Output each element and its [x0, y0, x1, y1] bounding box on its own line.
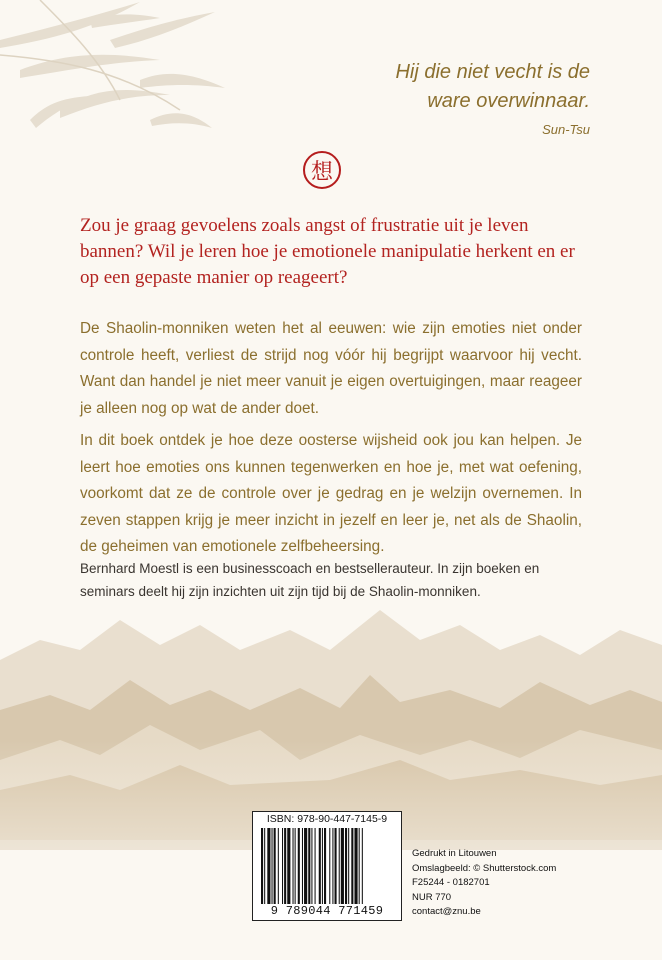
print-info-line: F25244 - 0182701	[412, 877, 490, 888]
barcode-bar	[267, 828, 270, 904]
barcode-bar	[341, 828, 344, 904]
barcode-bar	[308, 828, 310, 904]
body-paragraph-2: In dit boek ontdek je hoe deze oosterse wijsheid ook jou kan helpen. Je leert hoe emoties ons kunnen tegenwerken en hoe je, met wat oefening, voorkomt dat ze de controle over je gedrag en je welzijn overnemen. In zeven stappen krijg je meer inzicht in jezelf en leer je, net als de Shaolin, de geheimen van emotionele zelfbeheersing.	[80, 432, 582, 555]
author-bio-text: is een businesscoach en bestsellerauteur. In zijn boeken en seminars deelt hij zijn inzichten uit zijn tijd bij de Shaolin-monniken.	[80, 561, 540, 599]
barcode-bar	[284, 828, 286, 904]
barcode-bar	[335, 828, 337, 904]
barcode-bars	[259, 828, 395, 904]
barcode-bar	[264, 828, 265, 904]
barcode-bar	[304, 828, 307, 904]
ean-number: 9 789044 771459	[270, 904, 384, 918]
print-info-line: Gedrukt in Litouwen	[412, 848, 497, 859]
barcode-bar	[298, 828, 300, 904]
barcode-bar	[324, 828, 326, 904]
print-info-line: Omslagbeeld: © Shutterstock.com	[412, 862, 557, 874]
barcode-box	[252, 811, 402, 921]
barcode-bar	[332, 828, 333, 904]
barcode-bar	[319, 828, 321, 904]
quote-author: Sun-Tsu	[542, 122, 590, 137]
lead-paragraph: Zou je graag gevoelens zoals angst of frustratie uit je leven bannen? Wil je leren hoe je emotionele manipulatie herkent en er op een gepaste manier op reageert?	[80, 215, 575, 288]
barcode-bar	[354, 828, 357, 904]
body-paragraph-1: De Shaolin-monniken weten het al eeuwen: wie zijn emoties niet onder controle heeft, verliest de strijd nog vóór hij begrijpt waarvoor hij vecht. Want dan handel je niet meer vanuit je eigen overtuigingen, maar reageer je alleen nog op wat de ander doet.	[80, 320, 582, 417]
barcode-bar	[274, 828, 276, 904]
barcode-bar	[315, 828, 316, 904]
print-info	[412, 847, 612, 920]
barcode-bar	[287, 828, 290, 904]
barcode-bar	[295, 828, 296, 904]
print-info-line: NUR 770	[412, 891, 452, 903]
author-name: Bernhard Moestl	[80, 561, 180, 576]
barcode-bar	[322, 828, 323, 904]
barcode-bar	[282, 828, 283, 904]
barcode-bar	[351, 828, 353, 904]
barcode-bar	[272, 828, 273, 904]
epigraph-quote	[230, 58, 590, 137]
seal-icon: 想	[303, 151, 341, 189]
barcode-bar	[348, 828, 349, 904]
barcode-bar	[362, 828, 363, 904]
barcode-bar	[261, 828, 263, 904]
barcode-bar	[359, 828, 360, 904]
print-info-line: contact@znu.be	[412, 906, 481, 917]
author-bio	[80, 558, 560, 603]
quote-line-1: Hij die niet vecht is de	[395, 61, 590, 83]
barcode-bar	[302, 828, 303, 904]
barcode-bar	[311, 828, 312, 904]
barcode-bar	[329, 828, 330, 904]
quote-line-2: ware overwinnaar.	[427, 90, 590, 112]
barcode-bar	[345, 828, 347, 904]
barcode-bar	[278, 828, 279, 904]
bamboo-leaves-decoration	[0, 0, 240, 150]
barcode-bar	[293, 828, 294, 904]
barcode-bar	[339, 828, 340, 904]
isbn-label: ISBN: 978-90-447-7145-9	[266, 813, 388, 825]
